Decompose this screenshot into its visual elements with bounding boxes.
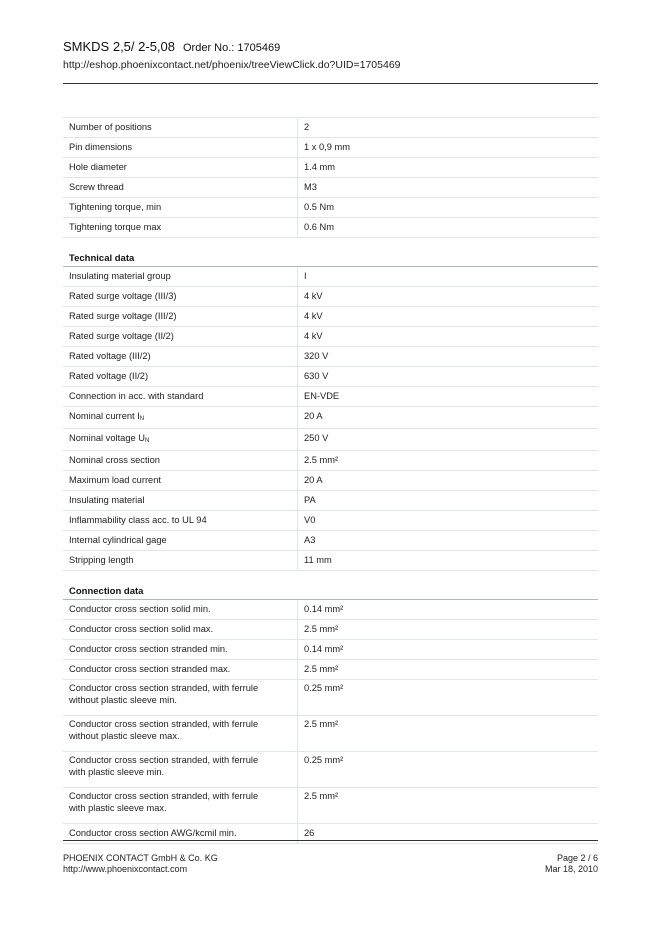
spec-label-text: Conductor cross section AWG/kcmil min.: [69, 828, 237, 838]
spec-label-subscript: N: [144, 438, 150, 444]
spec-label-text-line2: without plastic sleeve max.: [69, 730, 180, 741]
spec-row: [63, 471, 598, 491]
spec-row: [63, 198, 598, 218]
spec-label-text: Insulating material: [69, 495, 145, 505]
spec-value: 0.25 mm²: [298, 680, 599, 716]
spec-label-text: Tightening torque max: [69, 222, 162, 232]
spec-row: [63, 158, 598, 178]
spec-label-text: Rated voltage (III/2): [69, 351, 151, 361]
footer-divider: [63, 840, 598, 841]
spec-table: [63, 117, 598, 844]
spec-label: [63, 429, 298, 451]
product-url[interactable]: http://eshop.phoenixcontact.net/phoenix/treeViewClick.do?UID=1705469: [63, 59, 401, 71]
spec-row: [63, 118, 598, 138]
spec-label-text: Rated surge voltage (III/3): [69, 291, 177, 301]
spec-label: [63, 287, 298, 307]
spec-label: [63, 660, 298, 680]
spec-label-text: Internal cylindrical gage: [69, 535, 167, 545]
spec-label: [63, 551, 298, 571]
spec-label: [63, 407, 298, 429]
spec-value: V0: [298, 511, 599, 531]
spec-row: [63, 287, 598, 307]
spec-value: 0.14 mm²: [298, 600, 599, 620]
spec-label: [63, 680, 298, 716]
footer-page-number: Page 2 / 6: [556, 853, 598, 863]
spec-row: [63, 327, 598, 347]
spec-label-text: Rated surge voltage (II/2): [69, 331, 174, 341]
spec-label: [63, 387, 298, 407]
footer-company: PHOENIX CONTACT GmbH & Co. KG: [63, 853, 218, 863]
spec-label-text: Conductor cross section stranded, with ferrule: [69, 755, 259, 765]
spec-label: [63, 471, 298, 491]
spec-row: [63, 788, 598, 824]
spec-value: 1 x 0,9 mm: [298, 138, 599, 158]
spec-content: [63, 117, 598, 844]
spec-label: [63, 267, 298, 287]
section-heading-row: [63, 238, 598, 267]
spec-value: 2.5 mm²: [298, 660, 599, 680]
spec-value: 2.5 mm²: [298, 716, 599, 752]
spec-row: [63, 267, 598, 287]
spec-label-text: Connection in acc. with standard: [69, 391, 204, 401]
spec-label: [63, 511, 298, 531]
spec-label-text: Nominal cross section: [69, 455, 160, 465]
spec-row: [63, 640, 598, 660]
spec-value: 4 kV: [298, 327, 599, 347]
section-heading: Technical data: [63, 238, 598, 267]
footer-website[interactable]: http://www.phoenixcontact.com: [63, 864, 188, 874]
spec-row: [63, 716, 598, 752]
spec-value: 0.25 mm²: [298, 752, 599, 788]
spec-label-text: Conductor cross section stranded max.: [69, 664, 231, 674]
spec-value: PA: [298, 491, 599, 511]
spec-row: [63, 600, 598, 620]
spec-label-text: Nominal current I: [69, 411, 140, 421]
spec-label-subscript: N: [139, 416, 145, 422]
spec-value: 0.14 mm²: [298, 640, 599, 660]
spec-row: [63, 218, 598, 238]
spec-label: [63, 158, 298, 178]
spec-label: [63, 198, 298, 218]
spec-value: 320 V: [298, 347, 599, 367]
spec-label: [63, 491, 298, 511]
footer-date: Mar 18, 2010: [544, 864, 598, 874]
spec-label-text: Insulating material group: [69, 271, 171, 281]
spec-value: 0.5 Nm: [298, 198, 599, 218]
spec-label-text: Inflammability class acc. to UL 94: [69, 515, 207, 525]
spec-value: 26: [298, 824, 599, 844]
spec-row: [63, 387, 598, 407]
spec-label: [63, 367, 298, 387]
spec-label-text: Number of positions: [69, 122, 152, 132]
spec-value: 1.4 mm: [298, 158, 599, 178]
spec-label-text: Hole diameter: [69, 162, 127, 172]
spec-value: M3: [298, 178, 599, 198]
header-divider: [63, 83, 598, 84]
spec-value: 2.5 mm²: [298, 620, 599, 640]
spec-value: EN-VDE: [298, 387, 599, 407]
spec-label: [63, 716, 298, 752]
spec-label-text: Rated surge voltage (III/2): [69, 311, 177, 321]
order-number: Order No.: 1705469: [183, 42, 281, 54]
spec-row: [63, 620, 598, 640]
spec-row: [63, 367, 598, 387]
spec-row: [63, 551, 598, 571]
spec-value: 2.5 mm²: [298, 451, 599, 471]
spec-row: [63, 138, 598, 158]
spec-label-text: Pin dimensions: [69, 142, 133, 152]
spec-label-text: Tightening torque, min: [69, 202, 162, 212]
spec-label-text-line2: without plastic sleeve min.: [69, 694, 177, 705]
section-heading-row: [63, 571, 598, 600]
spec-label: [63, 600, 298, 620]
spec-label-text: Stripping length: [69, 555, 134, 565]
spec-row: [63, 429, 598, 451]
spec-row: [63, 511, 598, 531]
spec-row: [63, 752, 598, 788]
spec-row: [63, 178, 598, 198]
spec-row: [63, 491, 598, 511]
spec-label: [63, 138, 298, 158]
spec-label-text: Screw thread: [69, 182, 124, 192]
spec-label: [63, 327, 298, 347]
spec-value: 2: [298, 118, 599, 138]
spec-label-text-line2: with plastic sleeve min.: [69, 766, 165, 777]
spec-row: [63, 531, 598, 551]
spec-label: [63, 307, 298, 327]
section-heading: Connection data: [63, 571, 598, 600]
spec-label: [63, 347, 298, 367]
spec-value: 630 V: [298, 367, 599, 387]
spec-value: 20 A: [298, 407, 599, 429]
spec-label-text: Conductor cross section stranded, with ferrule: [69, 791, 259, 801]
spec-row: [63, 347, 598, 367]
spec-row: [63, 451, 598, 471]
spec-row: [63, 660, 598, 680]
spec-value: 20 A: [298, 471, 599, 491]
document-header: [63, 38, 598, 73]
spec-value: A3: [298, 531, 599, 551]
title-line: [63, 38, 598, 57]
spec-label-text: Conductor cross section solid max.: [69, 624, 214, 634]
spec-row: [63, 680, 598, 716]
spec-label-text: Rated voltage (II/2): [69, 371, 149, 381]
spec-label: [63, 118, 298, 138]
spec-label: [63, 178, 298, 198]
spec-label-text: Nominal voltage U: [69, 433, 145, 443]
spec-label-text-line2: with plastic sleeve max.: [69, 802, 167, 813]
spec-value: I: [298, 267, 599, 287]
spec-label-text: Maximum load current: [69, 475, 161, 485]
spec-value: 250 V: [298, 429, 599, 451]
spec-value: 4 kV: [298, 307, 599, 327]
spec-value: 2.5 mm²: [298, 788, 599, 824]
spec-value: 11 mm: [298, 551, 599, 571]
spec-label: [63, 620, 298, 640]
spec-row: [63, 407, 598, 429]
spec-value: 4 kV: [298, 287, 599, 307]
spec-label: [63, 788, 298, 824]
spec-label: [63, 218, 298, 238]
spec-label: [63, 531, 298, 551]
spec-label-text: Conductor cross section stranded min.: [69, 644, 228, 654]
spec-label: [63, 451, 298, 471]
spec-label: [63, 640, 298, 660]
spec-value: 0.6 Nm: [298, 218, 599, 238]
product-title: SMKDS 2,5/ 2-5,08: [63, 39, 175, 54]
spec-label: [63, 752, 298, 788]
spec-label-text: Conductor cross section stranded, with ferrule: [69, 683, 259, 693]
spec-label-text: Conductor cross section stranded, with ferrule: [69, 719, 259, 729]
spec-label-text: Conductor cross section solid min.: [69, 604, 211, 614]
spec-row: [63, 307, 598, 327]
